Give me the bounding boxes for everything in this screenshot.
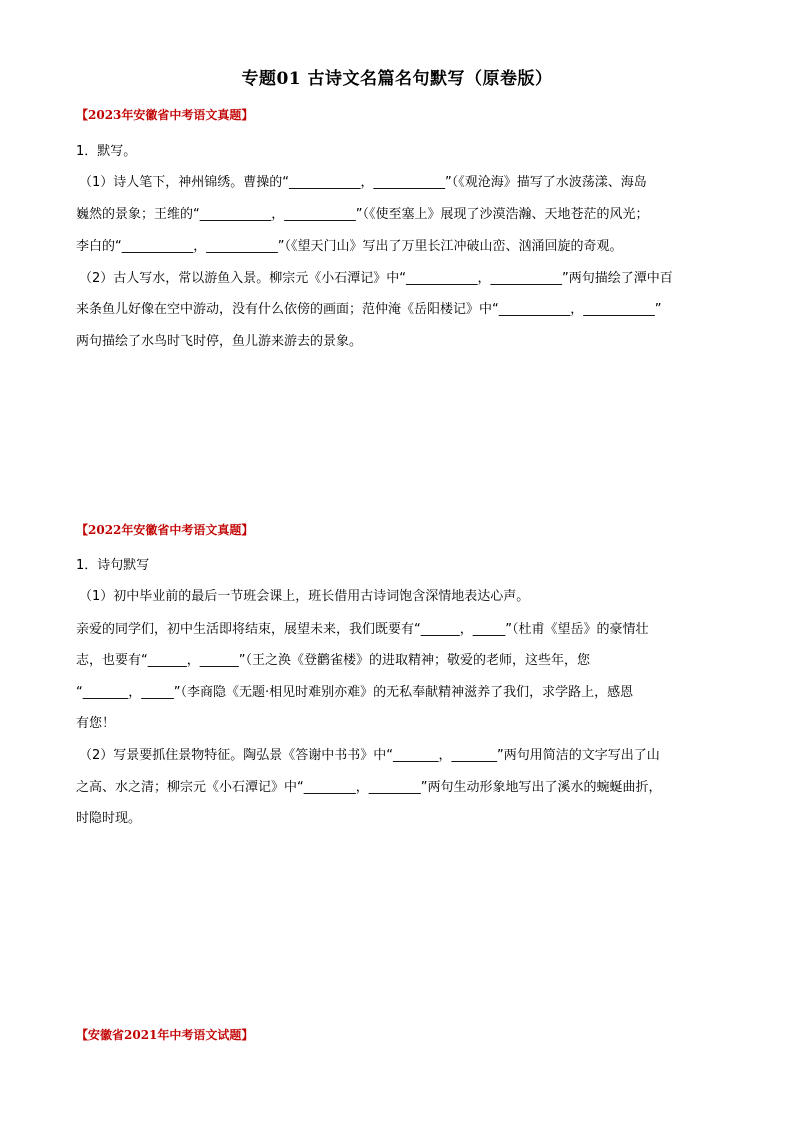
question-text-line: 时隐时现。	[76, 811, 142, 826]
question-text-line: （2）古人写水，常以游鱼入景。柳宗元《小石潭记》中“___________，___________”两句描绘了潭中百	[79, 271, 673, 286]
question-text-line: 有您！	[76, 716, 116, 731]
question-text-line: （1）诗人笔下，神州锦绣。曹操的“___________，___________”（《观沧海》描写了水波荡漾、海岛	[79, 175, 647, 190]
question-text-line: 志，也要有“______，______”（王之涣《登鹳雀楼》的进取精神；敬爱的老师，这些年，您	[76, 653, 590, 668]
question-text-line: 巍然的景象；王维的“___________，___________”（《使至塞上》展现了沙漠浩瀚、天地苍茫的风光；	[76, 207, 649, 222]
question-text-line: （1）初中毕业前的最后一节班会课上，班长借用古诗词饱含深情地表达心声。	[79, 589, 530, 604]
section-header-2021: 【安徽省2021年中考语文试题】	[76, 1028, 254, 1042]
question-text-line: 亲爱的同学们，初中生活即将结束，展望未来，我们既要有“______，_____”（杜甫《望岳》的豪情壮	[76, 622, 649, 637]
section-header-2022: 【2022年安徽省中考语文真题】	[76, 523, 254, 537]
question-number: 1．默写。	[76, 144, 137, 159]
question-text-line: 两句描绘了水鸟时飞时停，鱼儿游来游去的景象。	[76, 334, 363, 349]
section-header-2023: 【2023年安徽省中考语文真题】	[76, 108, 254, 122]
page-title: 专题01 古诗文名篇名句默写（原卷版）	[241, 69, 553, 89]
question-text-line: 来条鱼儿好像在空中游动，没有什么依傍的画面；范仲淹《岳阳楼记》中“___________，___________”	[76, 302, 662, 317]
question-text-line: “_______，_____”（李商隐《无题·相见时难别亦难》的无私奉献精神滋养了我们，求学路上，感恩	[76, 685, 634, 700]
question-text-line: 李白的“___________，___________”（《望天门山》写出了万里长江冲破山峦、汹涌回旋的奇观。	[76, 239, 623, 254]
question-text-line: 之高、水之清；柳宗元《小石潭记》中“________，________”两句生动形象地写出了溪水的蜿蜒曲折，	[76, 780, 662, 795]
question-number: 1．诗句默写	[76, 558, 150, 573]
question-text-line: （2）写景要抓住景物特征。陶弘景《答谢中书书》中“_______，_______”两句用简洁的文字写出了山	[79, 748, 660, 763]
